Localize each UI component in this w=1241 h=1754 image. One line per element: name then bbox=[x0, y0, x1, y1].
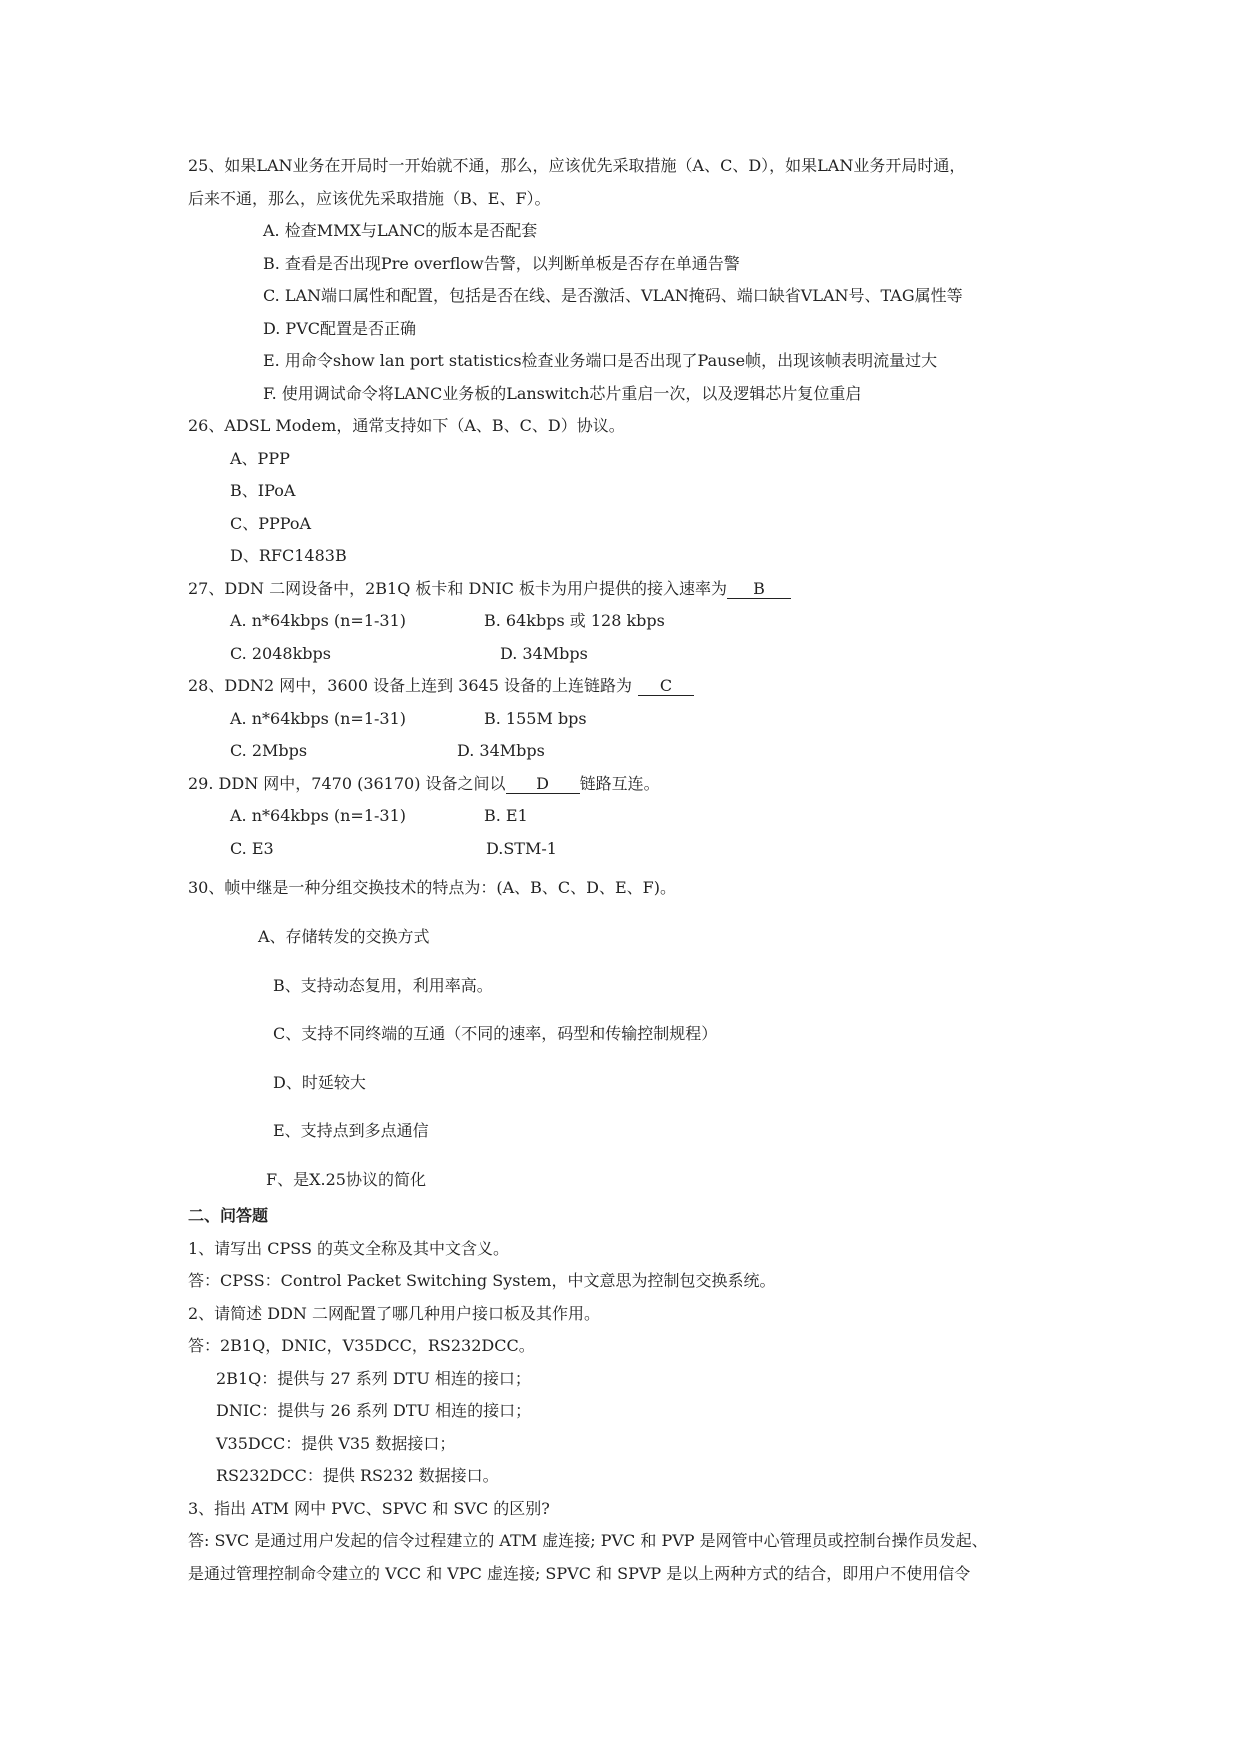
q28-stem-line bbox=[188, 675, 694, 697]
q30-option-f: F、是X.25协议的简化 bbox=[266, 1170, 426, 1189]
q27-stem: 27、DDN 二网设备中，2B1Q 板卡和 DNIC 板卡为用户提供的接入速率为 bbox=[188, 579, 727, 598]
q30-option-e: E、支持点到多点通信 bbox=[273, 1121, 429, 1140]
q25-stem-line1: 25、如果LAN业务在开局时一开始就不通，那么，应该优先采取措施（A、C、D），如果LAN业务开局时通， bbox=[188, 156, 966, 175]
q26-option-c: C、PPPoA bbox=[230, 514, 312, 533]
q25-option-d: D. PVC配置是否正确 bbox=[263, 319, 416, 338]
q28-option-d: D. 34Mbps bbox=[457, 741, 545, 760]
sa-a2-item-2: DNIC：提供与 26 系列 DTU 相连的接口； bbox=[216, 1401, 532, 1420]
q29-stem-pre: 29. DDN 网中，7470 (36170) 设备之间以 bbox=[188, 774, 506, 793]
sa-a3-line2: 是通过管理控制命令建立的 VCC 和 VPC 虚连接; SPVC 和 SPVP 是以上两种方式的结合，即用户不使用信令 bbox=[188, 1564, 971, 1583]
q25-option-c: C. LAN端口属性和配置，包括是否在线、是否激活、VLAN掩码、端口缺省VLAN号、TAG属性等 bbox=[263, 286, 963, 305]
q28-answer-blank: C bbox=[638, 676, 694, 696]
sa-a2: 答：2B1Q，DNIC，V35DCC，RS232DCC。 bbox=[188, 1336, 535, 1355]
sa-a2-item-4: RS232DCC：提供 RS232 数据接口。 bbox=[216, 1466, 499, 1485]
q27-stem-line bbox=[188, 578, 791, 600]
q30-stem: 30、帧中继是一种分组交换技术的特点为：(A、B、C、D、E、F)。 bbox=[188, 878, 677, 897]
q28-option-b: B. 155M bps bbox=[484, 709, 587, 728]
q25-option-b: B. 查看是否出现Pre overflow告警，以判断单板是否存在单通告警 bbox=[263, 254, 740, 273]
q29-option-a: A. n*64kbps (n=1-31) bbox=[230, 806, 407, 825]
q28-option-c: C. 2Mbps bbox=[230, 741, 308, 760]
q30-option-c: C、支持不同终端的互通（不同的速率，码型和传输控制规程） bbox=[273, 1024, 718, 1043]
q30-option-d: D、时延较大 bbox=[273, 1073, 366, 1092]
q27-option-a: A. n*64kbps (n=1-31) bbox=[230, 611, 407, 630]
q27-option-b: B. 64kbps 或 128 kbps bbox=[484, 611, 665, 630]
q25-option-e: E. 用命令show lan port statistics检查业务端口是否出现了Pause帧，出现该帧表明流量过大 bbox=[263, 351, 938, 370]
q27-answer-blank: B bbox=[727, 579, 791, 599]
q29-option-c: C. E3 bbox=[230, 839, 274, 858]
q30-option-b: B、支持动态复用，利用率高。 bbox=[273, 976, 493, 995]
sa-q1: 1、请写出 CPSS 的英文全称及其中文含义。 bbox=[188, 1239, 510, 1258]
q30-option-a: A、存储转发的交换方式 bbox=[258, 927, 430, 946]
q26-option-a: A、PPP bbox=[230, 449, 290, 468]
q25-option-f: F. 使用调试命令将LANC业务板的Lanswitch芯片重启一次，以及逻辑芯片复位重启 bbox=[263, 384, 862, 403]
q29-stem-line bbox=[188, 773, 660, 795]
q26-stem: 26、ADSL Modem，通常支持如下（A、B、C、D）协议。 bbox=[188, 416, 625, 435]
q25-option-a: A. 检查MMX与LANC的版本是否配套 bbox=[263, 221, 538, 240]
q28-stem: 28、DDN2 网中，3600 设备上连到 3645 设备的上连链路为 bbox=[188, 676, 632, 695]
q26-option-b: B、IPoA bbox=[230, 481, 296, 500]
q29-option-d: D.STM-1 bbox=[486, 839, 557, 858]
q28-option-a: A. n*64kbps (n=1-31) bbox=[230, 709, 407, 728]
section-heading: 二、问答题 bbox=[188, 1206, 269, 1225]
sa-a3-line1: 答: SVC 是通过用户发起的信令过程建立的 ATM 虚连接; PVC 和 PVP 是网管中心管理员或控制台操作员发起、 bbox=[188, 1531, 988, 1550]
q29-answer-blank: D bbox=[506, 774, 580, 794]
sa-a2-item-3: V35DCC：提供 V35 数据接口； bbox=[216, 1434, 456, 1453]
q25-stem-line2: 后来不通，那么，应该优先采取措施（B、E、F）。 bbox=[188, 189, 551, 208]
q29-stem-post: 链路互连。 bbox=[579, 774, 660, 793]
q27-option-c: C. 2048kbps bbox=[230, 644, 331, 663]
q27-option-d: D. 34Mbps bbox=[500, 644, 588, 663]
q29-option-b: B. E1 bbox=[484, 806, 528, 825]
sa-q3: 3、指出 ATM 网中 PVC、SPVC 和 SVC 的区别? bbox=[188, 1499, 550, 1518]
sa-a1: 答：CPSS：Control Packet Switching System，中文意思为控制包交换系统。 bbox=[188, 1271, 776, 1290]
sa-a2-item-1: 2B1Q：提供与 27 系列 DTU 相连的接口； bbox=[216, 1369, 531, 1388]
q26-option-d: D、RFC1483B bbox=[230, 546, 347, 565]
sa-q2: 2、请简述 DDN 二网配置了哪几种用户接口板及其作用。 bbox=[188, 1304, 601, 1323]
